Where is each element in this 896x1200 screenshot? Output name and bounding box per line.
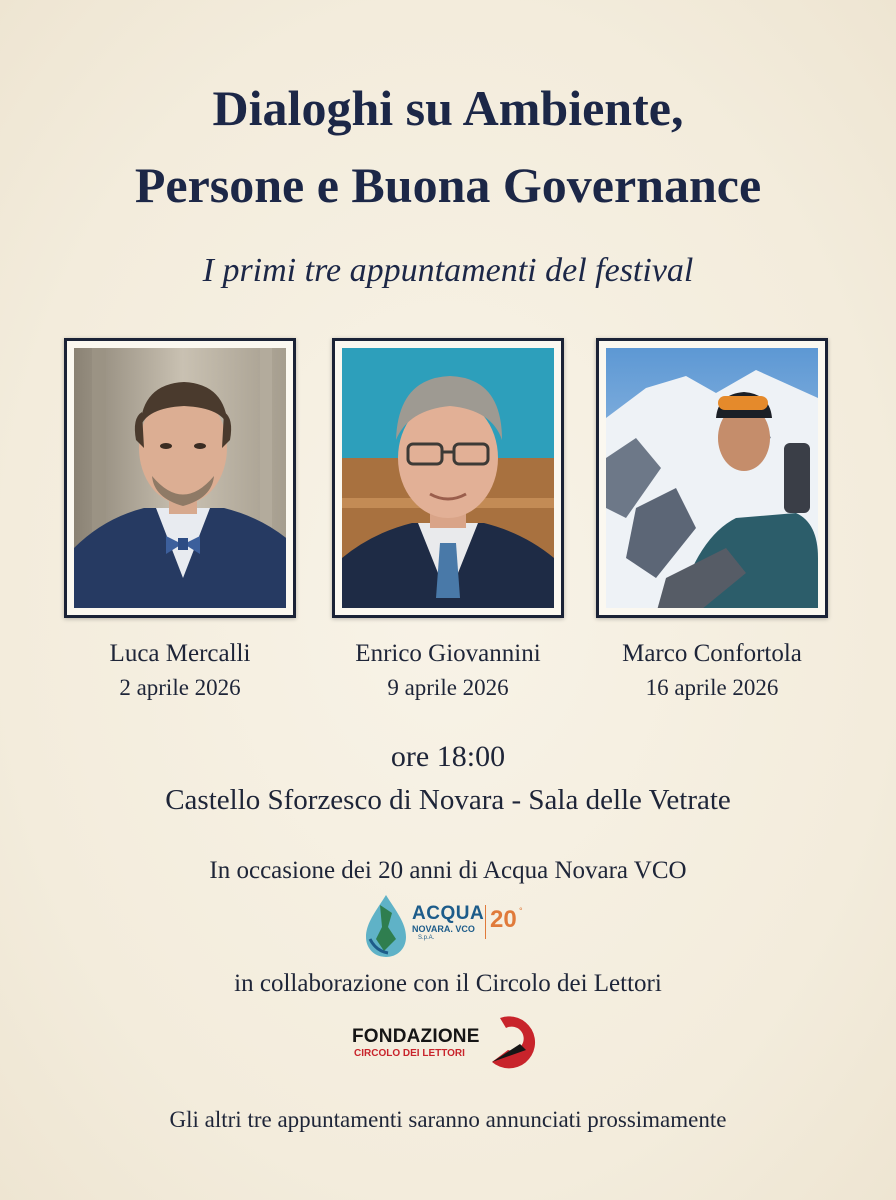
speaker-photo-2	[342, 348, 554, 608]
speaker-date-3: 16 aprile 2026	[645, 675, 779, 700]
speaker-name-3: Marco Confortola	[622, 640, 802, 667]
speaker-photo-frame-2	[332, 338, 564, 618]
acqua-logo-separator	[485, 905, 486, 939]
circolo-mark-icon	[486, 1010, 546, 1072]
speaker-photo-frame-3	[596, 338, 828, 618]
speaker-name-2: Enrico Giovannini	[355, 640, 541, 667]
circolo-lettori-logo	[352, 1008, 548, 1074]
speaker-date-2: 9 aprile 2026	[387, 675, 509, 700]
speaker-photo-frame-1	[64, 338, 296, 618]
event-venue: Castello Sforzesco di Novara - Sala delle Vetrate	[165, 784, 731, 816]
event-time: ore 18:00	[390, 740, 506, 773]
poster-title-line-2: Persone e Buona Governance	[134, 157, 762, 213]
acqua-logo-spa: S.p.A.	[418, 935, 435, 941]
circolo-logo-subtitle: CIRCOLO DEI LETTORI	[354, 1048, 465, 1059]
occasion-text: In occasione dei 20 anni di Acqua Novara VCO	[209, 857, 687, 884]
acqua-novara-logo	[362, 893, 537, 959]
footer-note: Gli altri tre appuntamenti saranno annunciati prossimamente	[169, 1107, 727, 1132]
acqua-logo-degree: °	[519, 906, 523, 916]
acqua-logo-word: ACQUA	[412, 903, 485, 924]
acqua-logo-subtitle: NOVARA. VCO	[412, 924, 475, 934]
poster-title-line-1: Dialoghi su Ambiente,	[212, 80, 684, 136]
collaboration-text: in collaborazione con il Circolo dei Lettori	[234, 970, 662, 997]
speaker-date-1: 2 aprile 2026	[119, 675, 241, 700]
poster-subtitle: I primi tre appuntamenti del festival	[202, 252, 694, 289]
speaker-photo-3	[606, 348, 818, 608]
acqua-logo-anniversary: 20	[490, 906, 517, 933]
speaker-name-1: Luca Mercalli	[109, 640, 251, 667]
circolo-logo-word: FONDAZIONE	[352, 1026, 480, 1047]
speaker-photo-1	[74, 348, 286, 608]
